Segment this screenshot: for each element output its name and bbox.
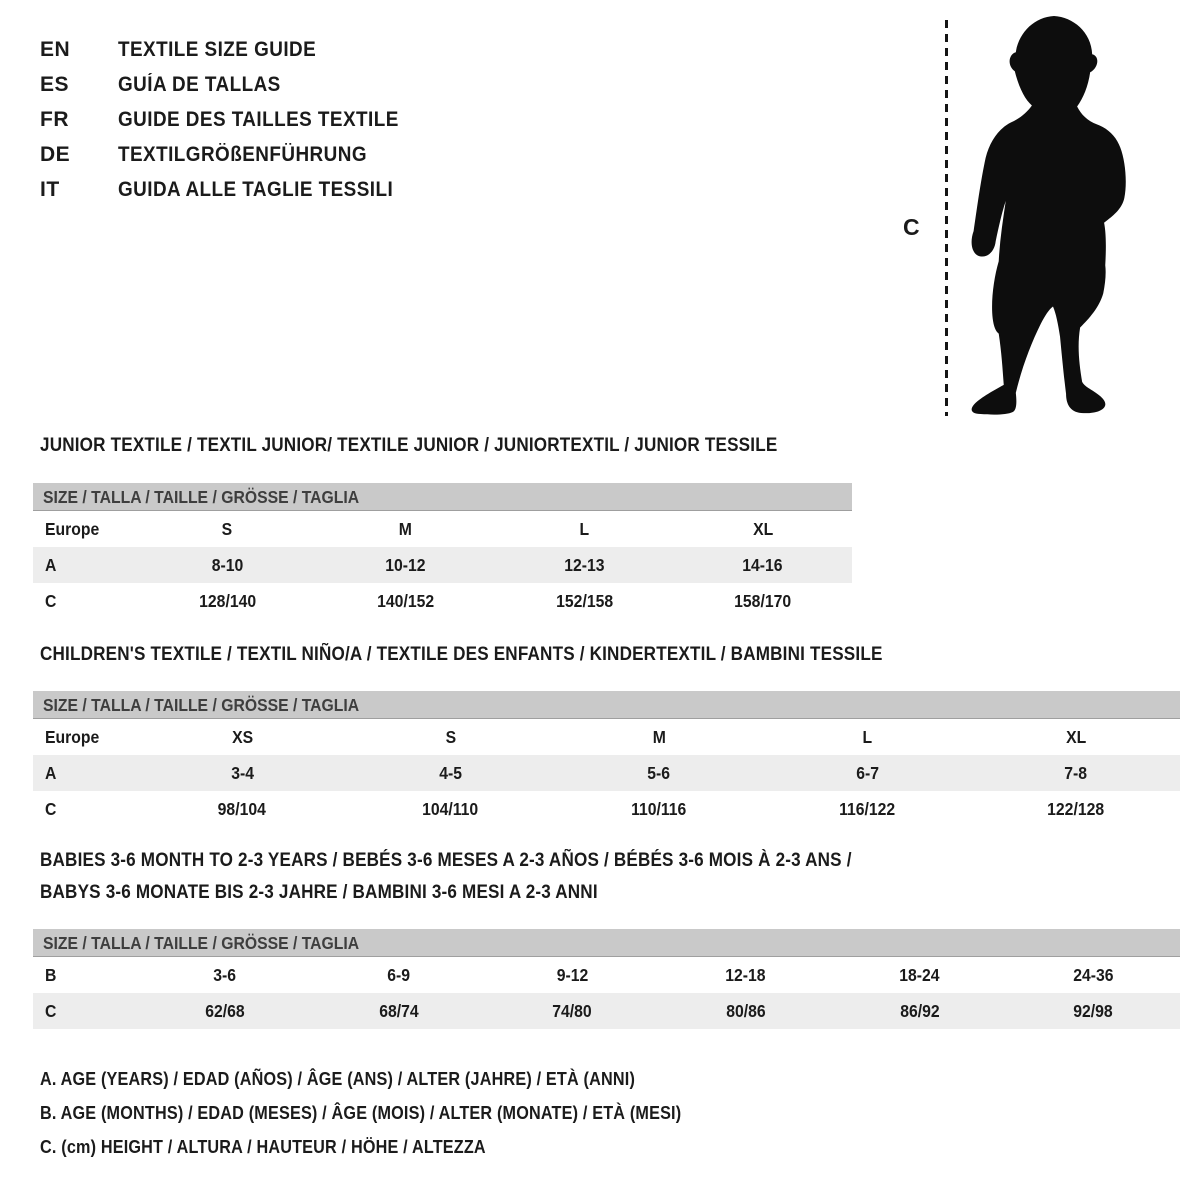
table-cell: 12-13	[564, 555, 605, 575]
size-table-junior	[33, 483, 852, 619]
row-label: Europe	[45, 519, 100, 539]
table-cell: 122/128	[1047, 799, 1105, 819]
table-cell: M	[652, 727, 666, 747]
row-label: A	[45, 555, 57, 575]
section-title-babies-line2: BABYS 3-6 MONATE BIS 2-3 JAHRE / BAMBINI 3-6 MESI A 2-3 ANNI	[40, 882, 598, 903]
table-cell: 10-12	[385, 555, 426, 575]
table-row-height	[33, 993, 1180, 1029]
row-label: B	[45, 965, 57, 985]
language-row-en	[40, 38, 338, 62]
language-title: GUÍA DE TALLAS	[118, 73, 281, 96]
table-cell: 128/140	[198, 591, 256, 611]
table-cell: 3-6	[213, 965, 237, 985]
table-cell: 9-12	[556, 965, 588, 985]
language-row-es	[40, 73, 299, 97]
table-cell: 4-5	[439, 763, 462, 783]
language-code: EN	[40, 38, 71, 61]
table-cell: 86/92	[899, 1001, 940, 1021]
table-cell: 158/170	[734, 591, 792, 611]
language-title: TEXTILE SIZE GUIDE	[118, 38, 317, 61]
size-table-header: SIZE / TALLA / TAILLE / GRÖSSE / TAGLIA	[33, 691, 1180, 719]
row-label: C	[45, 591, 57, 611]
table-cell: 68/74	[378, 1001, 419, 1021]
section-title-children: CHILDREN'S TEXTILE / TEXTIL NIÑO/A / TEXTILE DES ENFANTS / KINDERTEXTIL / BAMBINI TESSILE	[40, 644, 883, 665]
table-cell: 74/80	[552, 1001, 592, 1021]
table-cell: 98/104	[218, 799, 267, 819]
footnote-age-years: A. AGE (YEARS) / EDAD (AÑOS) / ÂGE (ANS) / ALTER (JAHRE) / ETÀ (ANNI)	[40, 1069, 636, 1089]
table-cell: 116/122	[839, 799, 896, 819]
language-code: FR	[40, 108, 69, 131]
table-cell: S	[445, 727, 456, 747]
table-cell: 6-7	[856, 763, 879, 783]
table-cell: 8-10	[211, 555, 244, 575]
language-title: GUIDE DES TAILLES TEXTILE	[118, 108, 399, 131]
table-cell: XL	[752, 519, 773, 539]
table-row-europe	[33, 511, 852, 547]
table-cell: 7-8	[1064, 763, 1088, 783]
section-title-junior: JUNIOR TEXTILE / TEXTIL JUNIOR/ TEXTILE JUNIOR / JUNIORTEXTIL / JUNIOR TESSILE	[40, 435, 778, 456]
language-row-it	[40, 178, 424, 202]
table-cell: L	[862, 727, 873, 747]
table-cell: S	[221, 519, 233, 539]
size-table-header: SIZE / TALLA / TAILLE / GRÖSSE / TAGLIA	[33, 929, 1180, 957]
table-row-height	[33, 583, 852, 619]
table-cell: 14-16	[742, 555, 783, 575]
table-cell: 18-24	[899, 965, 940, 985]
table-cell: XL	[1065, 727, 1086, 747]
table-cell: 12-18	[725, 965, 766, 985]
table-row-age	[33, 547, 852, 583]
size-table-header: SIZE / TALLA / TAILLE / GRÖSSE / TAGLIA	[33, 483, 852, 511]
table-cell: 140/152	[377, 591, 435, 611]
height-measure-line	[945, 20, 948, 416]
table-cell: 24-36	[1073, 965, 1114, 985]
language-code: ES	[40, 73, 70, 96]
row-label: C	[45, 1001, 57, 1021]
row-label: C	[45, 799, 57, 819]
size-table-babies	[33, 929, 1180, 1029]
language-row-fr	[40, 108, 430, 132]
table-cell: 104/110	[422, 799, 479, 819]
table-cell: 152/158	[555, 591, 613, 611]
table-cell: L	[579, 519, 590, 539]
language-code: IT	[40, 178, 60, 201]
table-cell: 6-9	[387, 965, 410, 985]
table-cell: 92/98	[1073, 1001, 1113, 1021]
footnote-age-months: B. AGE (MONTHS) / EDAD (MESES) / ÂGE (MOIS) / ALTER (MONATE) / ETÀ (MESI)	[40, 1103, 682, 1123]
height-measure-label: C	[903, 214, 920, 240]
row-label: Europe	[45, 727, 100, 747]
table-row-height	[33, 791, 1180, 827]
table-cell: 80/86	[726, 1001, 766, 1021]
table-cell: 5-6	[647, 763, 671, 783]
language-code: DE	[40, 143, 71, 166]
toddler-silhouette-icon	[968, 14, 1140, 416]
table-row-europe	[33, 719, 1180, 755]
language-title: TEXTILGRÖßENFÜHRUNG	[118, 143, 367, 166]
table-cell: 110/116	[631, 799, 687, 819]
footnote-height-cm: C. (cm) HEIGHT / ALTURA / HAUTEUR / HÖHE / ALTEZZA	[40, 1137, 486, 1157]
table-row-age-months	[33, 957, 1180, 993]
table-cell: XS	[231, 727, 253, 747]
table-cell: 3-4	[230, 763, 254, 783]
row-label: A	[45, 763, 57, 783]
size-table-children	[33, 691, 1180, 827]
table-row-age	[33, 755, 1180, 791]
table-cell: 62/68	[205, 1001, 245, 1021]
language-row-de	[40, 143, 395, 167]
table-cell: M	[399, 519, 413, 539]
language-title: GUIDA ALLE TAGLIE TESSILI	[118, 178, 394, 201]
section-title-babies-line1: BABIES 3-6 MONTH TO 2-3 YEARS / BEBÉS 3-6 MESES A 2-3 AÑOS / BÉBÉS 3-6 MOIS À 2-3 ANS /	[40, 850, 852, 871]
